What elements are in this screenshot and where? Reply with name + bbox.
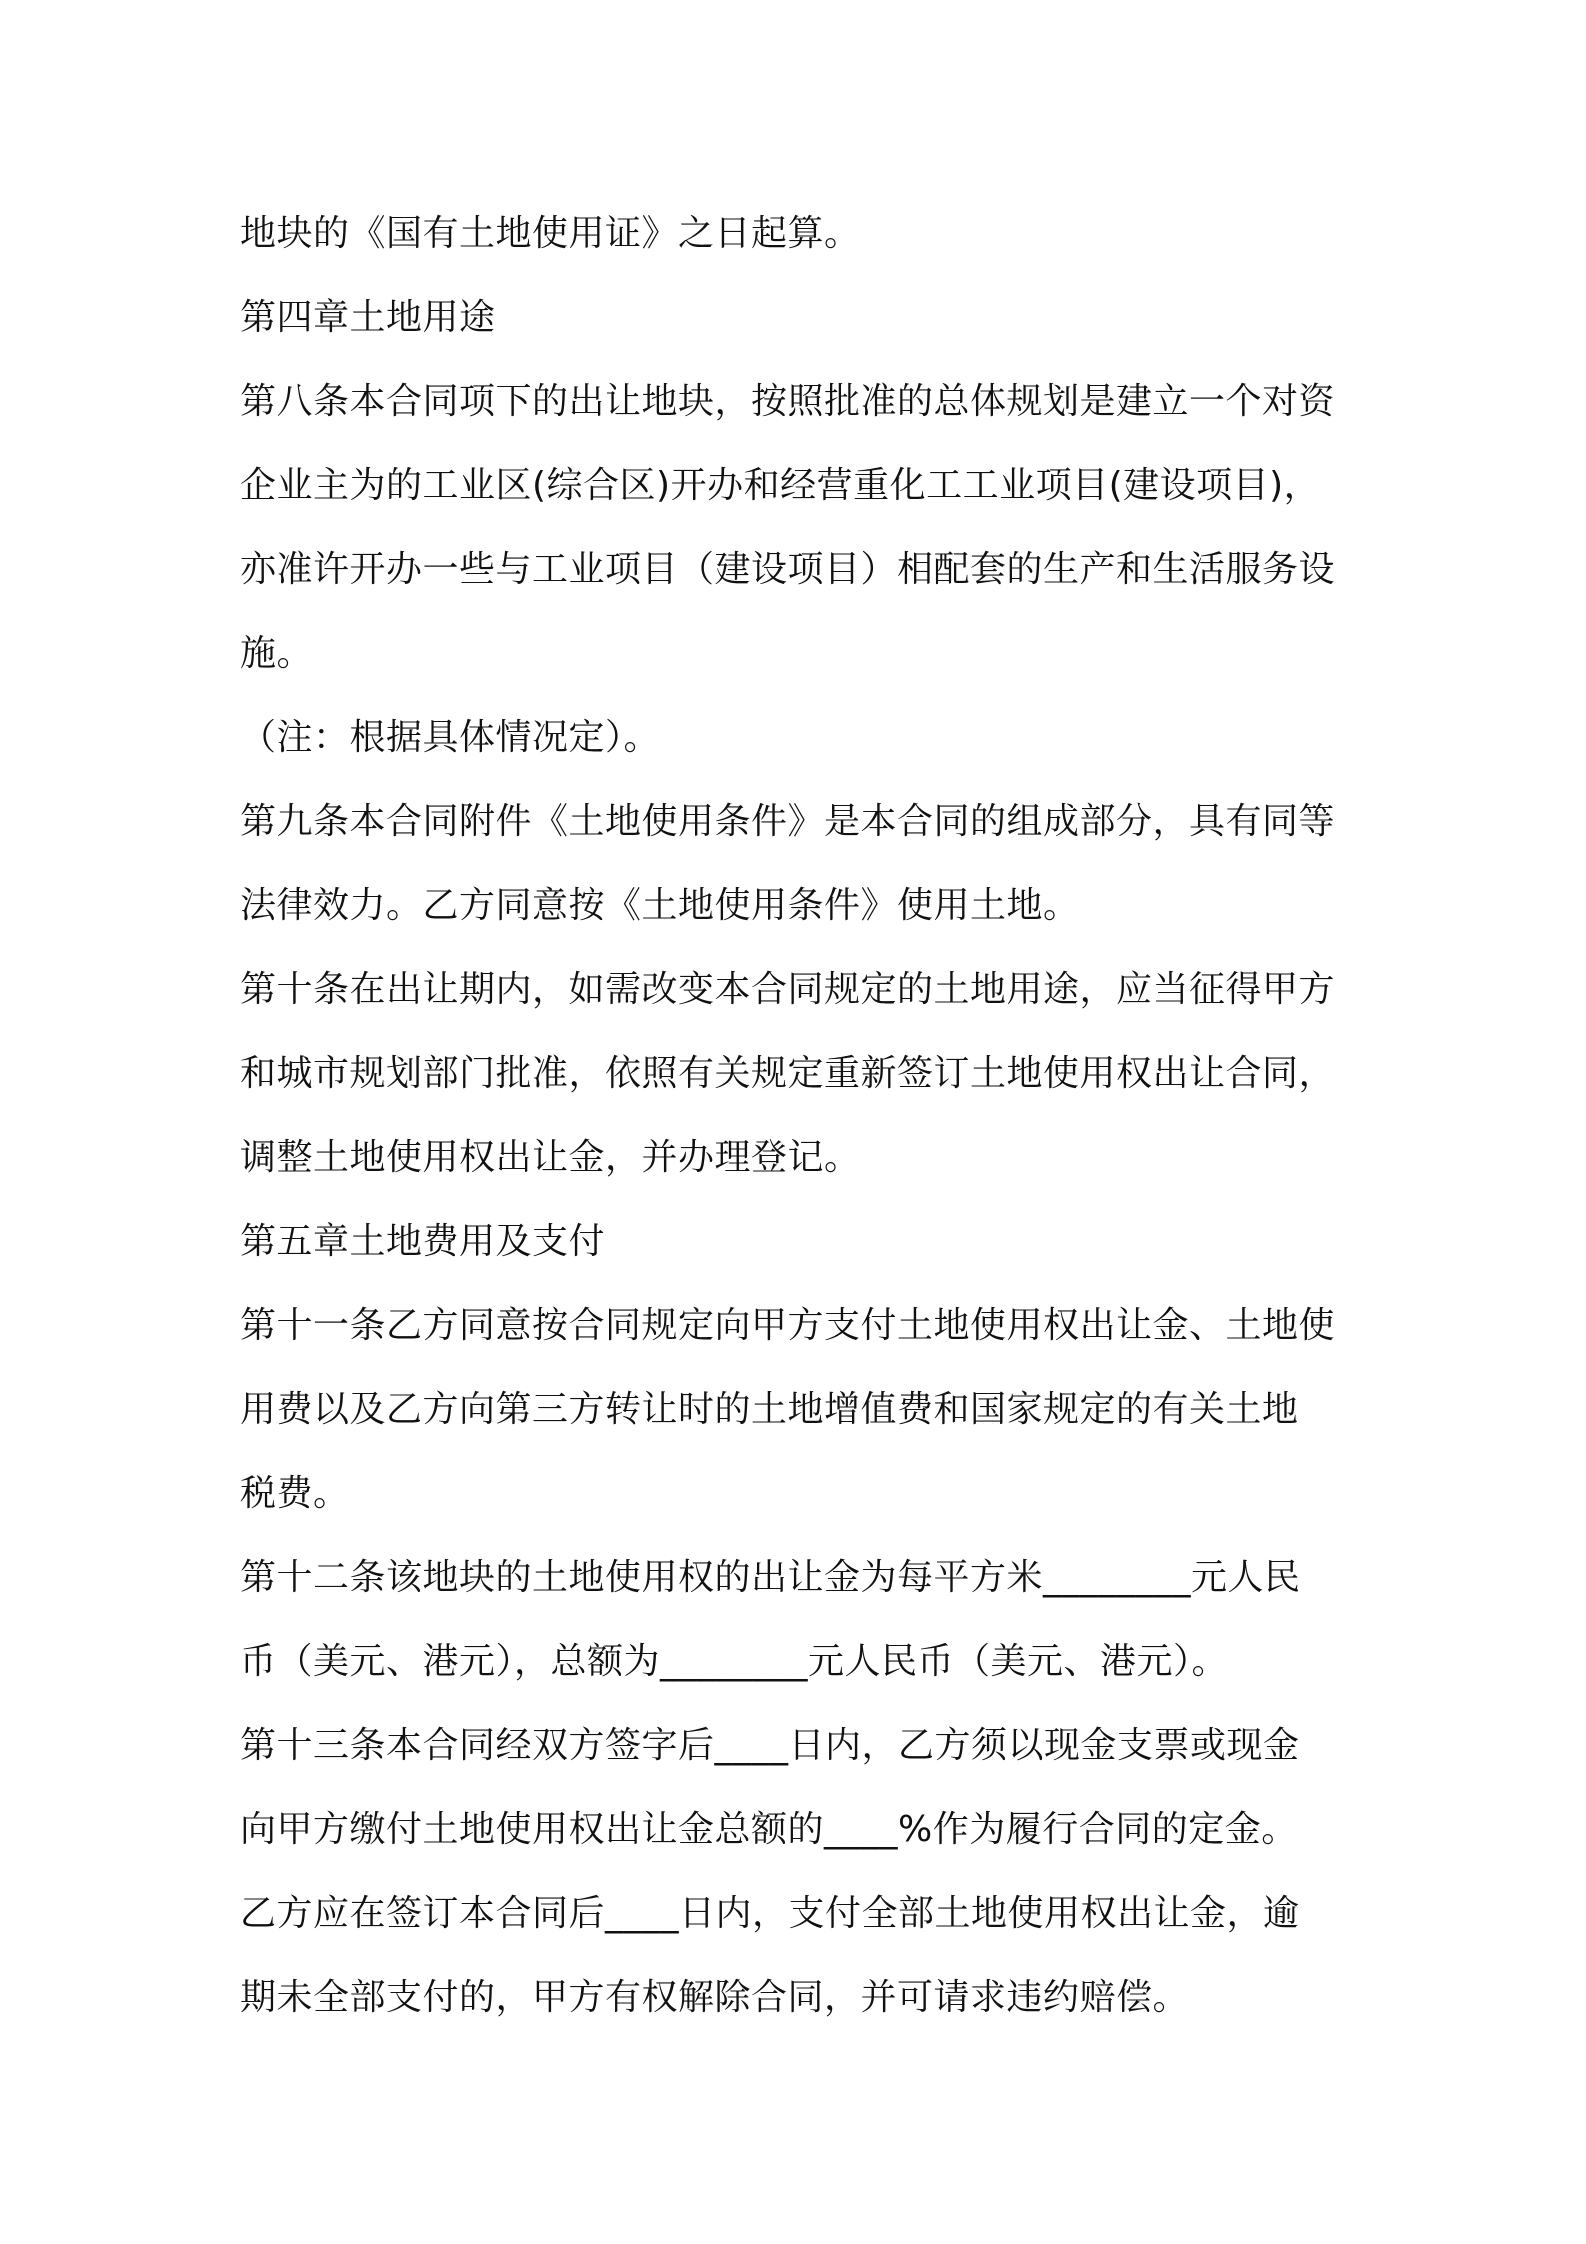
text-line: 法律效力。乙方同意按《土地使用条件》使用土地。 — [240, 885, 1080, 926]
text-line: 期未全部支付的，甲方有权解除合同，并可请求违约赔偿。 — [240, 1977, 1190, 2018]
chapter-heading: 第五章土地费用及支付 — [240, 1221, 606, 1262]
text-line: 第十三条本合同经双方签字后____日内，乙方须以现金支票或现金 — [240, 1725, 1300, 1766]
text-line: 第十一条乙方同意按合同规定向甲方支付土地使用权出让金、土地使 — [240, 1305, 1336, 1346]
text-line: 施。 — [240, 633, 314, 674]
text-line: 调整土地使用权出让金，并办理登记。 — [240, 1137, 861, 1178]
document-body — [240, 192, 1360, 2040]
text-line: 第十条在出让期内，如需改变本合同规定的土地用途，应当征得甲方 — [240, 969, 1336, 1010]
chapter-heading: 第四章土地用途 — [240, 297, 496, 338]
text-line: 第十二条该地块的土地使用权的出让金为每平方米________元人民 — [240, 1557, 1301, 1598]
text-line: 第九条本合同附件《土地使用条件》是本合同的组成部分，具有同等 — [240, 801, 1336, 842]
text-line: 第八条本合同项下的出让地块，按照批准的总体规划是建立一个对资 — [240, 381, 1336, 422]
text-line: 亦准许开办一些与工业项目（建设项目）相配套的生产和生活服务设 — [240, 549, 1336, 590]
note-line: （注：根据具体情况定）。 — [240, 717, 661, 758]
text-line: 向甲方缴付土地使用权出让金总额的____%作为履行合同的定金。 — [240, 1809, 1298, 1850]
text-line: 用费以及乙方向第三方转让时的土地增值费和国家规定的有关土地 — [240, 1389, 1299, 1430]
text-line: 地块的《国有土地使用证》之日起算。 — [240, 213, 861, 254]
text-line: 乙方应在签订本合同后____日内，支付全部土地使用权出让金，逾 — [240, 1893, 1300, 1934]
text-line: 和城市规划部门批准，依照有关规定重新签订土地使用权出让合同， — [240, 1053, 1336, 1094]
text-line: 税费。 — [240, 1473, 350, 1514]
text-line: 企业主为的工业区(综合区)开办和经营重化工工业项目(建设项目)， — [240, 465, 1321, 506]
text-line: 币（美元、港元），总额为________元人民币（美元、港元）。 — [240, 1641, 1229, 1682]
